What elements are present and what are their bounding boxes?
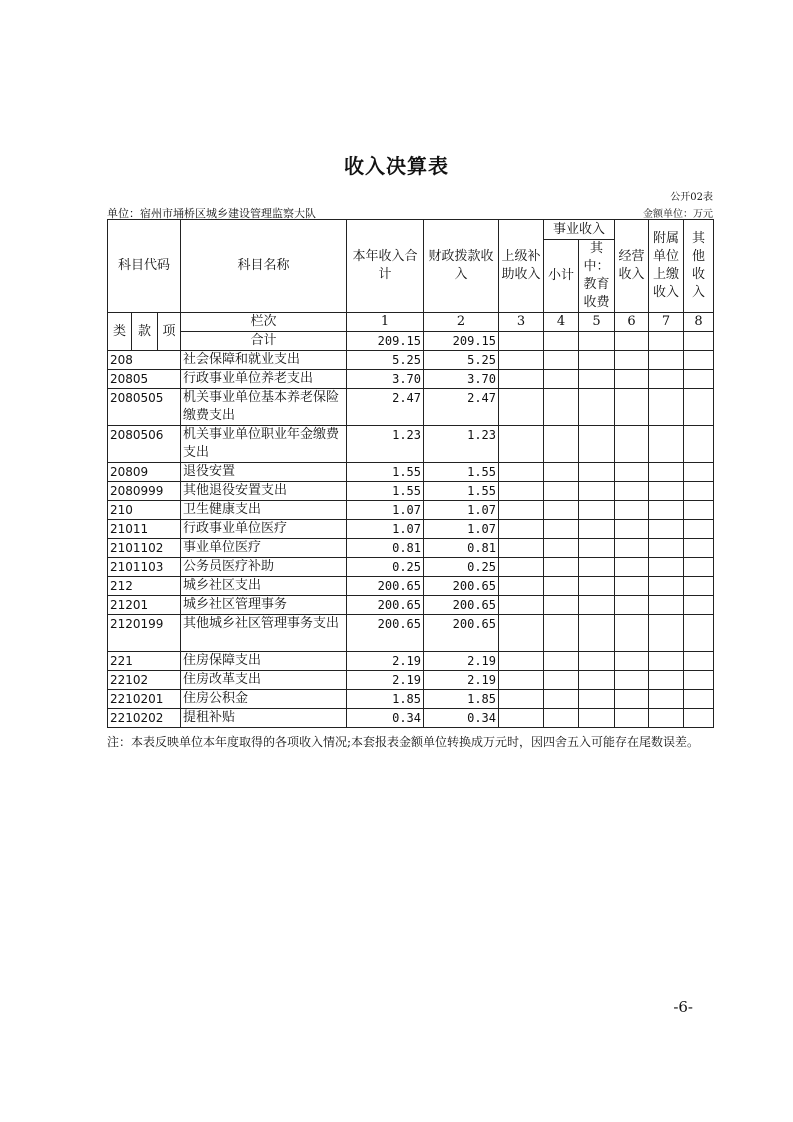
empty-cell	[544, 539, 579, 558]
empty-cell	[499, 652, 544, 671]
table-row	[108, 520, 714, 539]
empty-cell	[544, 501, 579, 520]
header-education: 其中：教育收费	[579, 240, 615, 313]
row-fiscal: 0.25	[424, 558, 499, 577]
empty-cell	[649, 520, 684, 539]
empty-cell	[579, 463, 615, 482]
empty-cell	[544, 690, 579, 709]
row-income: 3.70	[347, 370, 424, 389]
header-xiang: 项	[158, 313, 181, 351]
row-name: 社会保障和就业支出	[181, 351, 347, 370]
row-code: 20809	[108, 463, 181, 482]
empty-cell	[684, 652, 714, 671]
row-income: 1.07	[347, 520, 424, 539]
empty-cell	[615, 501, 649, 520]
row-fiscal: 0.34	[424, 709, 499, 728]
column-no: 5	[579, 313, 615, 332]
empty-cell	[499, 501, 544, 520]
empty-cell	[684, 558, 714, 577]
row-code: 20805	[108, 370, 181, 389]
empty-cell	[544, 652, 579, 671]
row-code: 2210201	[108, 690, 181, 709]
row-code: 2120199	[108, 615, 181, 652]
empty-cell	[579, 389, 615, 426]
row-fiscal: 3.70	[424, 370, 499, 389]
empty-cell	[649, 426, 684, 463]
row-name: 住房公积金	[181, 690, 347, 709]
empty-cell	[684, 577, 714, 596]
header-subtotal: 小计	[544, 240, 579, 313]
table-row	[108, 463, 714, 482]
table-row	[108, 389, 714, 426]
empty-cell	[649, 690, 684, 709]
column-no: 3	[499, 313, 544, 332]
row-fiscal: 200.65	[424, 615, 499, 652]
page-number: -6-	[673, 998, 693, 1016]
empty-cell	[544, 351, 579, 370]
empty-cell	[544, 596, 579, 615]
empty-cell	[499, 615, 544, 652]
row-name: 其他退役安置支出	[181, 482, 347, 501]
table-row	[108, 426, 714, 463]
column-no: 7	[649, 313, 684, 332]
row-code: 22102	[108, 671, 181, 690]
row-code: 2080999	[108, 482, 181, 501]
empty-cell	[684, 463, 714, 482]
empty-cell	[615, 709, 649, 728]
header-operating: 经营收入	[615, 220, 649, 313]
empty-cell	[615, 520, 649, 539]
empty-cell	[684, 596, 714, 615]
empty-cell	[544, 615, 579, 652]
table-row	[108, 501, 714, 520]
row-name: 事业单位医疗	[181, 539, 347, 558]
empty-cell	[615, 596, 649, 615]
empty-cell	[544, 520, 579, 539]
empty-cell	[499, 539, 544, 558]
row-name: 住房保障支出	[181, 652, 347, 671]
header-superior: 上级补助收入	[499, 220, 544, 313]
row-name: 行政事业单位养老支出	[181, 370, 347, 389]
empty-cell	[684, 426, 714, 463]
empty-cell	[579, 558, 615, 577]
empty-cell	[499, 370, 544, 389]
row-name: 机关事业单位职业年金缴费支出	[181, 426, 347, 463]
row-fiscal: 2.47	[424, 389, 499, 426]
column-no: 1	[347, 313, 424, 332]
empty-cell	[544, 709, 579, 728]
empty-cell	[649, 370, 684, 389]
empty-cell	[544, 671, 579, 690]
row-income: 1.07	[347, 501, 424, 520]
empty-cell	[615, 426, 649, 463]
row-code: 2080506	[108, 426, 181, 463]
empty-cell	[684, 690, 714, 709]
table-row	[108, 577, 714, 596]
row-fiscal: 1.23	[424, 426, 499, 463]
empty-cell	[579, 671, 615, 690]
empty-cell	[684, 539, 714, 558]
table-row	[108, 482, 714, 501]
empty-cell	[579, 370, 615, 389]
row-income: 0.25	[347, 558, 424, 577]
empty-cell	[649, 463, 684, 482]
empty-cell	[684, 671, 714, 690]
row-income: 2.47	[347, 389, 424, 426]
form-code: 公开02表	[670, 192, 713, 203]
row-income: 1.55	[347, 482, 424, 501]
row-income: 0.81	[347, 539, 424, 558]
empty-cell	[649, 596, 684, 615]
empty-cell	[499, 596, 544, 615]
empty-cell	[649, 501, 684, 520]
row-code: 2080505	[108, 389, 181, 426]
empty-cell	[579, 577, 615, 596]
table-note: 注：本表反映单位本年度取得的各项收入情况;本套报表金额单位转换成万元时，因四舍五入可能存在尾数误差。	[107, 735, 700, 749]
empty-cell	[544, 426, 579, 463]
empty-cell	[579, 690, 615, 709]
empty-cell	[684, 520, 714, 539]
table-row	[108, 709, 714, 728]
row-fiscal: 1.55	[424, 482, 499, 501]
empty-cell	[649, 709, 684, 728]
row-fiscal: 1.07	[424, 501, 499, 520]
empty-cell	[649, 389, 684, 426]
empty-cell	[684, 351, 714, 370]
header-fiscal: 财政拨款收入	[424, 220, 499, 313]
empty-cell	[684, 370, 714, 389]
table-row	[108, 671, 714, 690]
column-no: 4	[544, 313, 579, 332]
row-name: 机关事业单位基本养老保险缴费支出	[181, 389, 347, 426]
row-name: 公务员医疗补助	[181, 558, 347, 577]
row-code: 221	[108, 652, 181, 671]
empty-cell	[649, 615, 684, 652]
empty-cell	[649, 671, 684, 690]
empty-cell	[499, 520, 544, 539]
empty-cell	[615, 389, 649, 426]
empty-cell	[579, 615, 615, 652]
empty-cell	[499, 690, 544, 709]
table-row	[108, 370, 714, 389]
empty-cell	[649, 558, 684, 577]
row-income: 2.19	[347, 652, 424, 671]
empty-cell	[649, 351, 684, 370]
row-fiscal: 0.81	[424, 539, 499, 558]
row-code: 212	[108, 577, 181, 596]
empty-cell	[649, 652, 684, 671]
empty-cell	[499, 482, 544, 501]
row-name: 退役安置	[181, 463, 347, 482]
table-row	[108, 596, 714, 615]
row-fiscal: 5.25	[424, 351, 499, 370]
header-total-income: 本年收入合计	[347, 220, 424, 313]
row-code: 208	[108, 351, 181, 370]
total-income: 209.15	[347, 332, 424, 351]
empty-cell	[579, 426, 615, 463]
row-name: 行政事业单位医疗	[181, 520, 347, 539]
column-no: 2	[424, 313, 499, 332]
empty-cell	[499, 577, 544, 596]
empty-cell	[499, 351, 544, 370]
total-fiscal: 209.15	[424, 332, 499, 351]
header-affiliated: 附属单位上缴收入	[649, 220, 684, 313]
amount-unit-label: 金额单位：万元	[643, 209, 713, 220]
row-income: 200.65	[347, 615, 424, 652]
empty-cell	[499, 389, 544, 426]
row-income: 200.65	[347, 596, 424, 615]
row-name: 住房改革支出	[181, 671, 347, 690]
row-code: 21201	[108, 596, 181, 615]
empty-cell	[544, 558, 579, 577]
empty-cell	[544, 482, 579, 501]
header-other: 其他收入	[684, 220, 714, 313]
row-income: 1.23	[347, 426, 424, 463]
row-fiscal: 200.65	[424, 596, 499, 615]
empty-cell	[579, 520, 615, 539]
row-fiscal: 1.07	[424, 520, 499, 539]
column-no: 6	[615, 313, 649, 332]
page-title: 收入决算表	[344, 154, 449, 178]
empty-cell	[649, 577, 684, 596]
empty-cell	[499, 426, 544, 463]
empty-cell	[615, 615, 649, 652]
empty-cell	[615, 482, 649, 501]
empty-cell	[615, 351, 649, 370]
empty-cell	[615, 671, 649, 690]
row-name: 城乡社区支出	[181, 577, 347, 596]
empty-cell	[579, 709, 615, 728]
table-row	[108, 690, 714, 709]
empty-cell	[684, 615, 714, 652]
empty-cell	[579, 501, 615, 520]
row-code: 21011	[108, 520, 181, 539]
empty-cell	[499, 463, 544, 482]
header-kuan: 款	[132, 313, 158, 351]
empty-cell	[544, 389, 579, 426]
table-row	[108, 539, 714, 558]
table-row	[108, 558, 714, 577]
row-code: 210	[108, 501, 181, 520]
empty-cell	[615, 690, 649, 709]
header-subject-name: 科目名称	[181, 220, 347, 313]
column-no: 8	[684, 313, 714, 332]
income-table	[107, 219, 714, 728]
empty-cell	[579, 652, 615, 671]
row-fiscal: 1.55	[424, 463, 499, 482]
row-code: 2101103	[108, 558, 181, 577]
empty-cell	[615, 652, 649, 671]
row-fiscal: 2.19	[424, 671, 499, 690]
empty-cell	[579, 596, 615, 615]
empty-cell	[544, 370, 579, 389]
header-subject-code: 科目代码	[108, 220, 181, 313]
row-fiscal: 1.85	[424, 690, 499, 709]
table-row	[108, 652, 714, 671]
empty-cell	[579, 351, 615, 370]
empty-cell	[649, 539, 684, 558]
header-business: 事业收入	[544, 220, 615, 240]
empty-cell	[684, 482, 714, 501]
row-income: 5.25	[347, 351, 424, 370]
empty-cell	[684, 501, 714, 520]
empty-cell	[579, 482, 615, 501]
empty-cell	[499, 709, 544, 728]
total-label: 合计	[181, 332, 347, 351]
row-income: 1.55	[347, 463, 424, 482]
empty-cell	[615, 577, 649, 596]
row-income: 1.85	[347, 690, 424, 709]
empty-cell	[615, 463, 649, 482]
row-fiscal: 2.19	[424, 652, 499, 671]
empty-cell	[499, 671, 544, 690]
row-code: 2101102	[108, 539, 181, 558]
empty-cell	[579, 539, 615, 558]
row-name: 城乡社区管理事务	[181, 596, 347, 615]
empty-cell	[544, 577, 579, 596]
row-fiscal: 200.65	[424, 577, 499, 596]
empty-cell	[544, 463, 579, 482]
empty-cell	[615, 558, 649, 577]
empty-cell	[684, 389, 714, 426]
unit-label: 单位：宿州市埇桥区城乡建设管理监察大队	[107, 207, 316, 220]
empty-cell	[615, 370, 649, 389]
row-income: 0.34	[347, 709, 424, 728]
table-row	[108, 615, 714, 652]
row-name: 卫生健康支出	[181, 501, 347, 520]
header-lei: 类	[108, 313, 132, 351]
empty-cell	[615, 539, 649, 558]
row-code: 2210202	[108, 709, 181, 728]
row-name: 提租补贴	[181, 709, 347, 728]
row-income: 2.19	[347, 671, 424, 690]
table-row	[108, 351, 714, 370]
row-name: 其他城乡社区管理事务支出	[181, 615, 347, 652]
empty-cell	[649, 482, 684, 501]
row-income: 200.65	[347, 577, 424, 596]
empty-cell	[499, 558, 544, 577]
empty-cell	[684, 709, 714, 728]
column-no-label: 栏次	[181, 313, 347, 332]
